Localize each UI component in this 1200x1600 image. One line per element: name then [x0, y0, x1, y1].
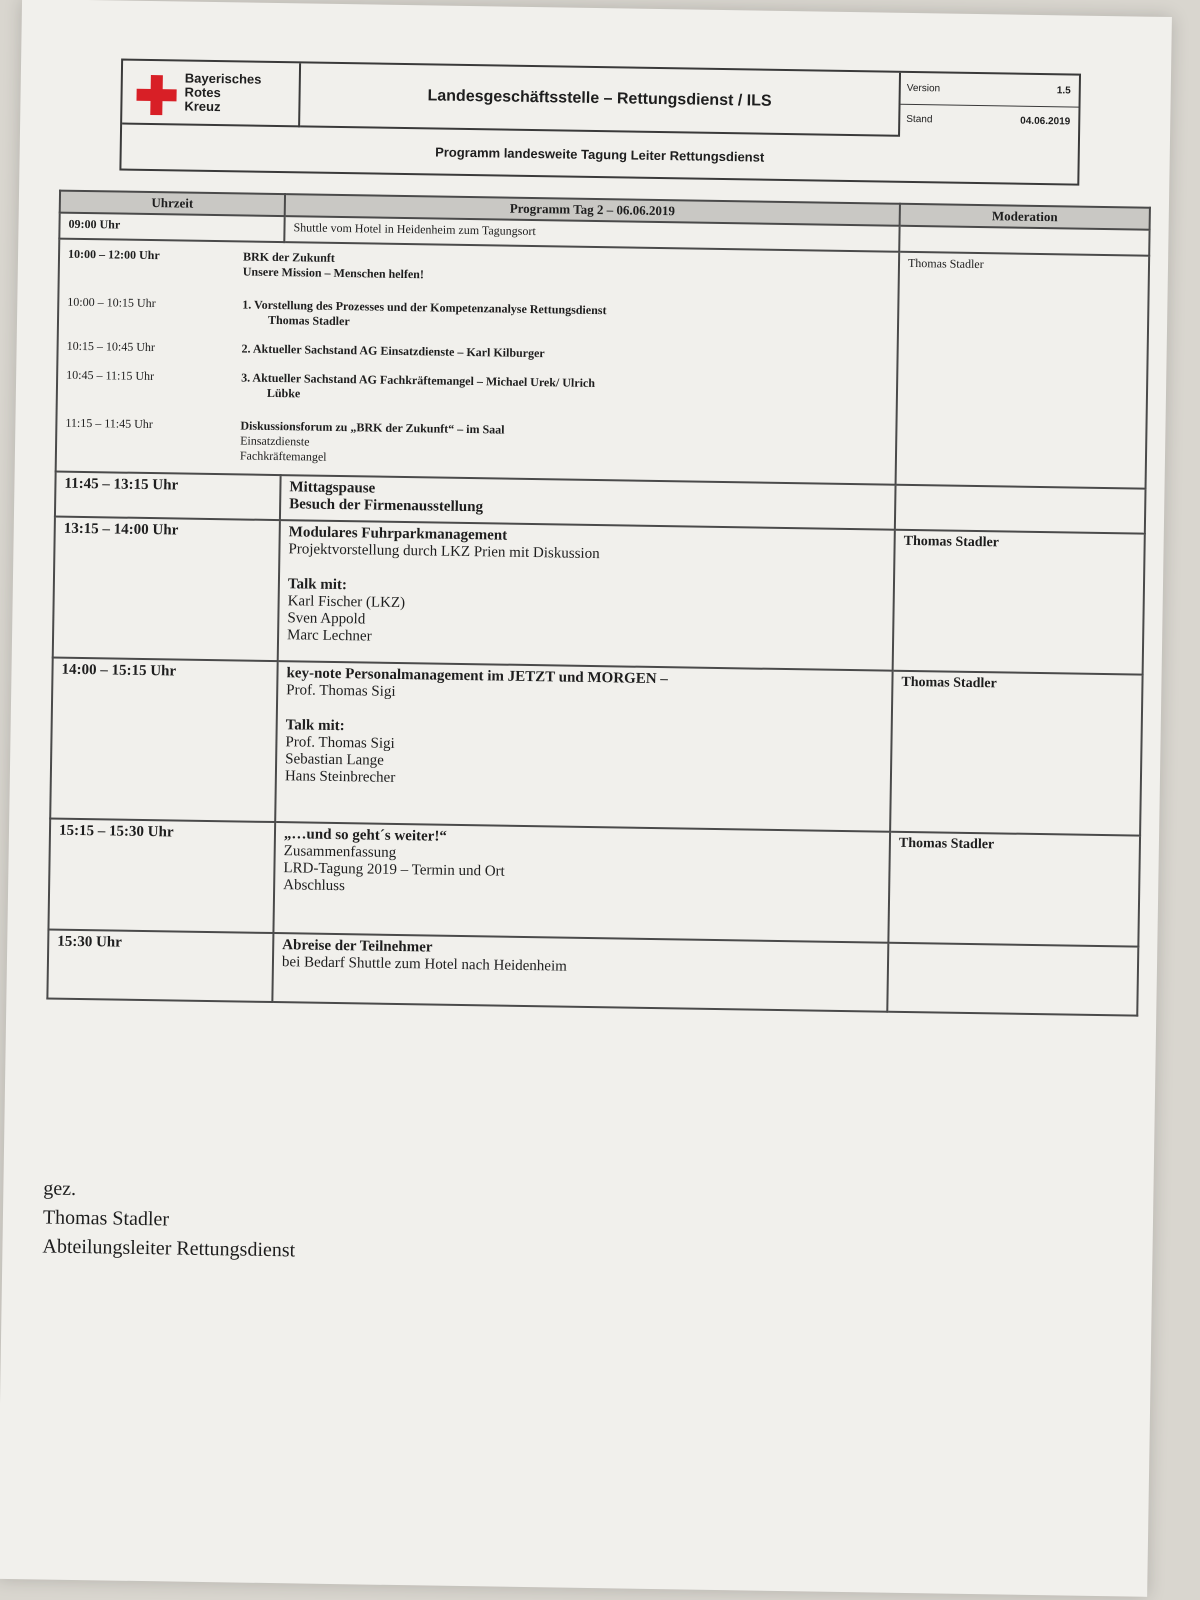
row-moderator: [887, 943, 1138, 1016]
subslot: [66, 368, 888, 411]
subslot-topic: Diskussionsforum zu „BRK der Zukunft“ – im Saal: [240, 418, 505, 437]
subslot-text: [241, 341, 888, 366]
program-subtitle: Besuch der Firmenausstellung: [289, 496, 484, 516]
talk-person: Sebastian Lange: [285, 751, 384, 769]
signature-role: Abteilungsleiter Rettungsdienst: [42, 1235, 296, 1262]
date-label: Stand: [906, 113, 933, 126]
talk-person: Sven Appold: [287, 610, 366, 628]
row-program-with-subslots: [56, 239, 900, 485]
talk-label: Talk mit:: [287, 576, 348, 594]
row-program: [272, 933, 888, 1012]
program-subtitle: Unsere Mission – Menschen helfen!: [242, 264, 425, 282]
date-row: [900, 104, 1078, 138]
column-header-time: Uhrzeit: [60, 191, 285, 217]
header-meta: [898, 73, 1079, 140]
talk-person: Marc Lechner: [286, 627, 372, 645]
program-line: Projektvorstellung durch LKZ Prien mit Diskussion: [288, 541, 600, 563]
row-time: 14:00 – 15:15 Uhr: [50, 658, 278, 823]
row-time: 09:00 Uhr: [59, 213, 284, 243]
header-title: Landesgeschäftsstelle – Rettungsdienst / ILS: [300, 63, 899, 136]
subslot-time: 10:00 – 10:15 Uhr: [67, 294, 156, 311]
signature-block: [42, 1174, 296, 1265]
program-line: LRD-Tagung 2019 – Termin und Ort: [283, 860, 505, 880]
talk-person: Prof. Thomas Sigi: [285, 734, 395, 752]
subslot-header: [68, 247, 890, 290]
talk-person: Karl Fischer (LKZ): [287, 593, 406, 612]
version-value: 1.5: [1056, 85, 1071, 97]
talk-label: Talk mit:: [285, 717, 345, 735]
document-header: [119, 59, 1081, 186]
row-time: 11:45 – 13:15 Uhr: [55, 472, 281, 521]
program-table: [46, 190, 1151, 1017]
program-line: Abschluss: [283, 877, 345, 895]
program-title: Abreise der Teilnehmer: [282, 937, 433, 956]
subslot-speaker: Thomas Stadler: [267, 312, 350, 329]
subslot: [65, 416, 888, 474]
org-line: Kreuz: [184, 98, 221, 115]
row-moderator: Thomas Stadler: [888, 832, 1140, 947]
subslot: [67, 295, 889, 338]
signature-prefix: gez.: [43, 1177, 77, 1200]
program-title: Mittagspause: [289, 479, 376, 497]
table-row: [50, 658, 1142, 836]
row-moderator: Thomas Stadler: [890, 671, 1142, 836]
row-time: 13:15 – 14:00 Uhr: [53, 517, 280, 662]
subslot-detail: Einsatzdienste: [240, 433, 310, 449]
subslot-text: [241, 370, 888, 410]
column-header-program: Programm Tag 2 – 06.06.2019: [285, 194, 900, 226]
table-row: [53, 517, 1145, 675]
row-moderator: [899, 226, 1149, 256]
version-row: [901, 73, 1079, 108]
row-moderator: Thomas Stadler: [896, 252, 1150, 489]
subslot: [67, 339, 889, 367]
program-title: BRK der Zukunft: [242, 249, 335, 265]
subslot-speaker: Lübke: [266, 385, 301, 401]
date-value: 04.06.2019: [1020, 115, 1071, 128]
program-line: Shuttle vom Hotel in Heidenheim zum Tagungsort: [293, 220, 536, 239]
subslot-time: 11:15 – 11:45 Uhr: [65, 415, 153, 432]
header-subtitle: Programm landesweite Tagung Leiter Rettungsdienst: [435, 143, 765, 165]
subslot-text: [240, 418, 888, 473]
table-row: [56, 239, 1150, 489]
logo-cell: [122, 61, 301, 128]
version-label: Version: [906, 82, 941, 95]
subslot-topic: 3. Aktueller Sachstand AG Fachkräftemangel – Michael Urek/ Ulrich: [241, 370, 596, 391]
table-row: [48, 819, 1140, 947]
subslot-text: [242, 297, 889, 337]
program-title: Modulares Fuhrparkmanagement: [288, 524, 508, 544]
row-time: 15:30 Uhr: [47, 929, 273, 1002]
program-title: „…und so geht´s weiter!“: [283, 826, 447, 845]
subslot-time: 10:45 – 11:15 Uhr: [66, 367, 155, 384]
talk-person: Hans Steinbrecher: [284, 768, 396, 786]
row-time: 15:15 – 15:30 Uhr: [48, 819, 275, 934]
program-line: Zusammenfassung: [283, 843, 397, 861]
org-line: Bayerisches: [184, 70, 262, 87]
subslot-topic: 1. Vorstellung des Prozesses und der Kompetenzanalyse Rettungsdienst: [242, 297, 607, 318]
red-cross-icon: [136, 75, 177, 116]
row-time: 10:00 – 12:00 Uhr: [67, 246, 160, 263]
program-title-block: [243, 249, 890, 289]
program-title: key-note Personalmanagement im JETZT und MORGEN –: [286, 665, 668, 688]
org-line: Rotes: [184, 84, 221, 101]
signature-name: Thomas Stadler: [42, 1206, 170, 1231]
program-line: Prof. Thomas Sigi: [286, 682, 396, 700]
subslot-topic: 2. Aktueller Sachstand AG Einsatzdienste – Karl Kilburger: [241, 341, 545, 361]
row-program: [278, 520, 895, 671]
row-program: [275, 661, 892, 832]
row-moderator: Thomas Stadler: [893, 530, 1145, 675]
program-line: bei Bedarf Shuttle zum Hotel nach Heidenheim: [281, 954, 567, 975]
subslot-time: 10:15 – 10:45 Uhr: [66, 338, 156, 355]
row-program: [273, 822, 890, 943]
organization-name: [184, 72, 297, 116]
column-header-moderation: Moderation: [900, 204, 1150, 230]
row-moderator: [895, 485, 1146, 534]
subslot-detail: Fachkräftemangel: [239, 448, 327, 464]
